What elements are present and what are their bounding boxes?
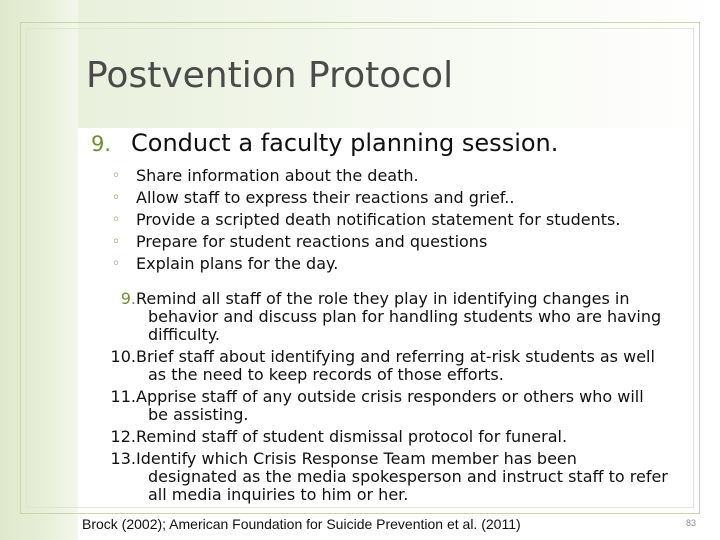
bullet-icon: ◦ (112, 190, 121, 206)
bullet-item (112, 231, 620, 253)
numbered-item (112, 290, 676, 344)
item-number: 9. (120, 289, 136, 308)
item-number: 12. (110, 427, 136, 446)
bullet-item (112, 209, 620, 231)
item-text: Apprise staff of any outside crisis responders or others who will (136, 387, 644, 406)
bullet-list (112, 165, 620, 275)
slide-title: Postvention Protocol (86, 55, 454, 96)
item-text-continued: designated as the media spokesperson and instruct staff to refer all media inquiries to him or her. (148, 467, 668, 504)
item-number: 11. (110, 387, 136, 406)
bullet-icon: ◦ (112, 234, 121, 250)
bullet-text: Share information about the death. (136, 166, 419, 185)
item-number: 13. (110, 449, 136, 468)
numbered-list (112, 290, 676, 508)
item-text-continued: behavior and discuss plan for handling students who are having difficulty. (148, 307, 662, 344)
bullet-item (112, 165, 620, 187)
item-number: 10. (110, 347, 136, 366)
numbered-item (112, 348, 676, 384)
page-number: 83 (686, 518, 697, 528)
bullet-text: Allow staff to express their reactions and grief.. (136, 188, 515, 207)
bullet-icon: ◦ (112, 256, 121, 272)
bullet-text: Provide a scripted death notification statement for students. (136, 210, 621, 229)
bullet-text: Prepare for student reactions and questions (136, 232, 488, 251)
item-text: Identify which Crisis Response Team member has been (136, 449, 577, 468)
item-text-continued: as the need to keep records of those efforts. (148, 365, 504, 384)
bullet-icon: ◦ (112, 168, 121, 184)
item-text-continued: be assisting. (148, 405, 249, 424)
bullet-text: Explain plans for the day. (136, 254, 339, 273)
numbered-item (112, 428, 676, 446)
bullet-item (112, 253, 620, 275)
item-text: Remind all staff of the role they play in identifying changes in (136, 289, 630, 308)
item-text: Brief staff about identifying and referring at-risk students as well (136, 347, 655, 366)
bullet-item (112, 187, 620, 209)
bullet-icon: ◦ (112, 212, 121, 228)
main-point (91, 129, 558, 157)
numbered-item (112, 450, 676, 504)
main-point-number: 9. (91, 132, 112, 156)
item-text: Remind staff of student dismissal protocol for funeral. (136, 427, 568, 446)
main-point-text: Conduct a faculty planning session. (131, 129, 559, 157)
numbered-item (112, 388, 676, 424)
citation: Brock (2002); American Foundation for Suicide Prevention et al. (2011) (82, 516, 521, 532)
